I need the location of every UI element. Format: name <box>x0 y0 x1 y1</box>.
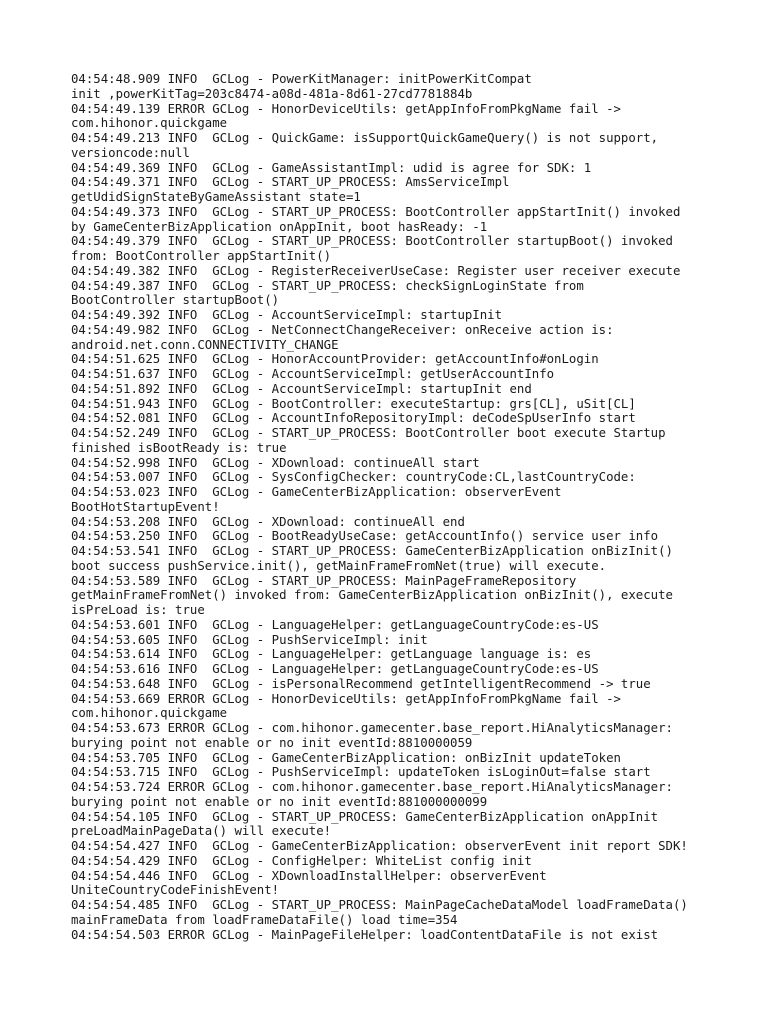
log-line: by GameCenterBizApplication onAppInit, boot hasReady: -1 <box>71 219 488 234</box>
log-line: 04:54:52.998 INFO GCLog - XDownload: continueAll start <box>71 455 480 470</box>
log-line: 04:54:53.601 INFO GCLog - LanguageHelper: getLanguageCountryCode:es-US <box>71 617 599 632</box>
log-line: burying point not enable or no init eventId:8810000059 <box>71 735 473 750</box>
log-line: com.hihonor.quickgame <box>71 116 228 131</box>
log-line: 04:54:53.541 INFO GCLog - START_UP_PROCESS: GameCenterBizApplication onBizInit() <box>71 544 673 558</box>
log-line: 04:54:53.616 INFO GCLog - LanguageHelper: getLanguageCountryCode:es-US <box>71 662 599 676</box>
log-line: 04:54:49.387 INFO GCLog - START_UP_PROCESS: checkSignLoginState from <box>71 278 584 293</box>
log-line: 04:54:53.589 INFO GCLog - START_UP_PROCESS: MainPageFrameRepository <box>71 573 577 588</box>
log-line: 04:54:49.392 INFO GCLog - AccountServiceImpl: startupInit <box>71 308 503 322</box>
log-line: 04:54:53.648 INFO GCLog - isPersonalRecommend getIntelligentRecommend -> true <box>71 676 651 691</box>
log-line: 04:54:51.892 INFO GCLog - AccountServiceImpl: startupInit end <box>71 381 532 396</box>
log-line: 04:54:53.715 INFO GCLog - PushServiceImpl: updateToken isLoginOut=false start <box>71 765 651 780</box>
log-line: 04:54:49.371 INFO GCLog - START_UP_PROCESS: AmsServiceImpl <box>71 175 510 190</box>
log-line: 04:54:49.382 INFO GCLog - RegisterReceiverUseCase: Register user receiver execute <box>71 263 681 278</box>
log-line: 04:54:49.373 INFO GCLog - START_UP_PROCESS: BootController appStartInit() invoked <box>71 204 681 219</box>
log-line: 04:54:53.605 INFO GCLog - PushServiceImpl: init <box>71 632 428 647</box>
log-line: 04:54:51.637 INFO GCLog - AccountServiceImpl: getUserAccountInfo <box>71 367 555 381</box>
log-line: 04:54:48.909 INFO GCLog - PowerKitManager: initPowerKitCompat <box>71 72 532 86</box>
log-line: 04:54:49.213 INFO GCLog - QuickGame: isSupportQuickGameQuery() is not support, <box>71 131 659 145</box>
log-line: init ,powerKitTag=203c8474-a08d-481a-8d61-27cd7781884b <box>71 86 473 101</box>
log-line: 04:54:53.705 INFO GCLog - GameCenterBizApplication: onBizInit updateToken <box>71 750 621 765</box>
log-line: 04:54:51.625 INFO GCLog - HonorAccountProvider: getAccountInfo#onLogin <box>71 352 599 367</box>
log-line: 04:54:53.673 ERROR GCLog - com.hihonor.gamecenter.base_report.HiAnalyticsManager: <box>71 721 673 735</box>
log-line: 04:54:54.429 INFO GCLog - ConfigHelper: WhiteList config init <box>71 853 532 868</box>
log-line: BootHotStartupEvent! <box>71 499 220 514</box>
log-line: 04:54:53.023 INFO GCLog - GameCenterBizApplication: observerEvent <box>71 485 562 499</box>
log-line: BootController startupBoot() <box>71 293 280 308</box>
log-line: 04:54:54.446 INFO GCLog - XDownloadInstallHelper: observerEvent <box>71 868 547 883</box>
log-line: isPreLoad is: true <box>71 603 205 617</box>
log-line: 04:54:54.427 INFO GCLog - GameCenterBizApplication: observerEvent init report SDK! <box>71 839 688 853</box>
log-line: getUdidSignStateByGameAssistant state=1 <box>71 190 361 204</box>
log-document <box>71 72 711 942</box>
log-line: 04:54:49.139 ERROR GCLog - HonorDeviceUtils: getAppInfoFromPkgName fail -> <box>71 101 621 116</box>
log-line: 04:54:54.485 INFO GCLog - START_UP_PROCESS: MainPageCacheDataModel loadFrameData() <box>71 898 688 912</box>
log-line: preLoadMainPageData() will execute! <box>71 824 332 839</box>
log-line: 04:54:49.369 INFO GCLog - GameAssistantImpl: udid is agree for SDK: 1 <box>71 160 592 175</box>
log-line: versioncode:null <box>71 145 190 160</box>
log-line: 04:54:53.007 INFO GCLog - SysConfigChecker: countryCode:CL,lastCountryCode: <box>71 470 636 485</box>
log-line: boot success pushService.init(), getMainFrameFromNet(true) will execute. <box>71 558 607 573</box>
log-line: 04:54:53.208 INFO GCLog - XDownload: continueAll end <box>71 514 465 529</box>
log-line: getMainFrameFromNet() invoked from: GameCenterBizApplication onBizInit(), execute <box>71 588 673 603</box>
log-line: 04:54:51.943 INFO GCLog - BootController: executeStartup: grs[CL], uSit[CL] <box>71 396 636 411</box>
log-line: 04:54:53.614 INFO GCLog - LanguageHelper: getLanguage language is: es <box>71 647 592 662</box>
log-line: burying point not enable or no init eventId:881000000099 <box>71 794 488 809</box>
log-line: 04:54:54.503 ERROR GCLog - MainPageFileHelper: loadContentDataFile is not exist <box>71 927 659 942</box>
log-line: 04:54:52.249 INFO GCLog - START_UP_PROCESS: BootController boot execute Startup <box>71 426 666 440</box>
log-line: finished isBootReady is: true <box>71 440 287 455</box>
log-line: UniteCountryCodeFinishEvent! <box>71 883 280 898</box>
log-line: 04:54:52.081 INFO GCLog - AccountInfoRepositoryImpl: deCodeSpUserInfo start <box>71 411 636 426</box>
log-line: 04:54:54.105 INFO GCLog - START_UP_PROCESS: GameCenterBizApplication onAppInit <box>71 809 659 824</box>
log-line: 04:54:53.724 ERROR GCLog - com.hihonor.gamecenter.base_report.HiAnalyticsManager: <box>71 780 673 794</box>
log-line: 04:54:49.379 INFO GCLog - START_UP_PROCESS: BootController startupBoot() invoked <box>71 234 673 249</box>
log-line: from: BootController appStartInit() <box>71 249 332 263</box>
log-line: 04:54:53.669 ERROR GCLog - HonorDeviceUtils: getAppInfoFromPkgName fail -> <box>71 691 621 706</box>
log-line: 04:54:49.982 INFO GCLog - NetConnectChangeReceiver: onReceive action is: <box>71 322 614 337</box>
log-line: 04:54:53.250 INFO GCLog - BootReadyUseCase: getAccountInfo() service user info <box>71 529 659 544</box>
log-line: com.hihonor.quickgame <box>71 706 228 721</box>
log-line: mainFrameData from loadFrameDataFile() load time=354 <box>71 912 458 927</box>
log-line: android.net.conn.CONNECTIVITY_CHANGE <box>71 337 339 352</box>
